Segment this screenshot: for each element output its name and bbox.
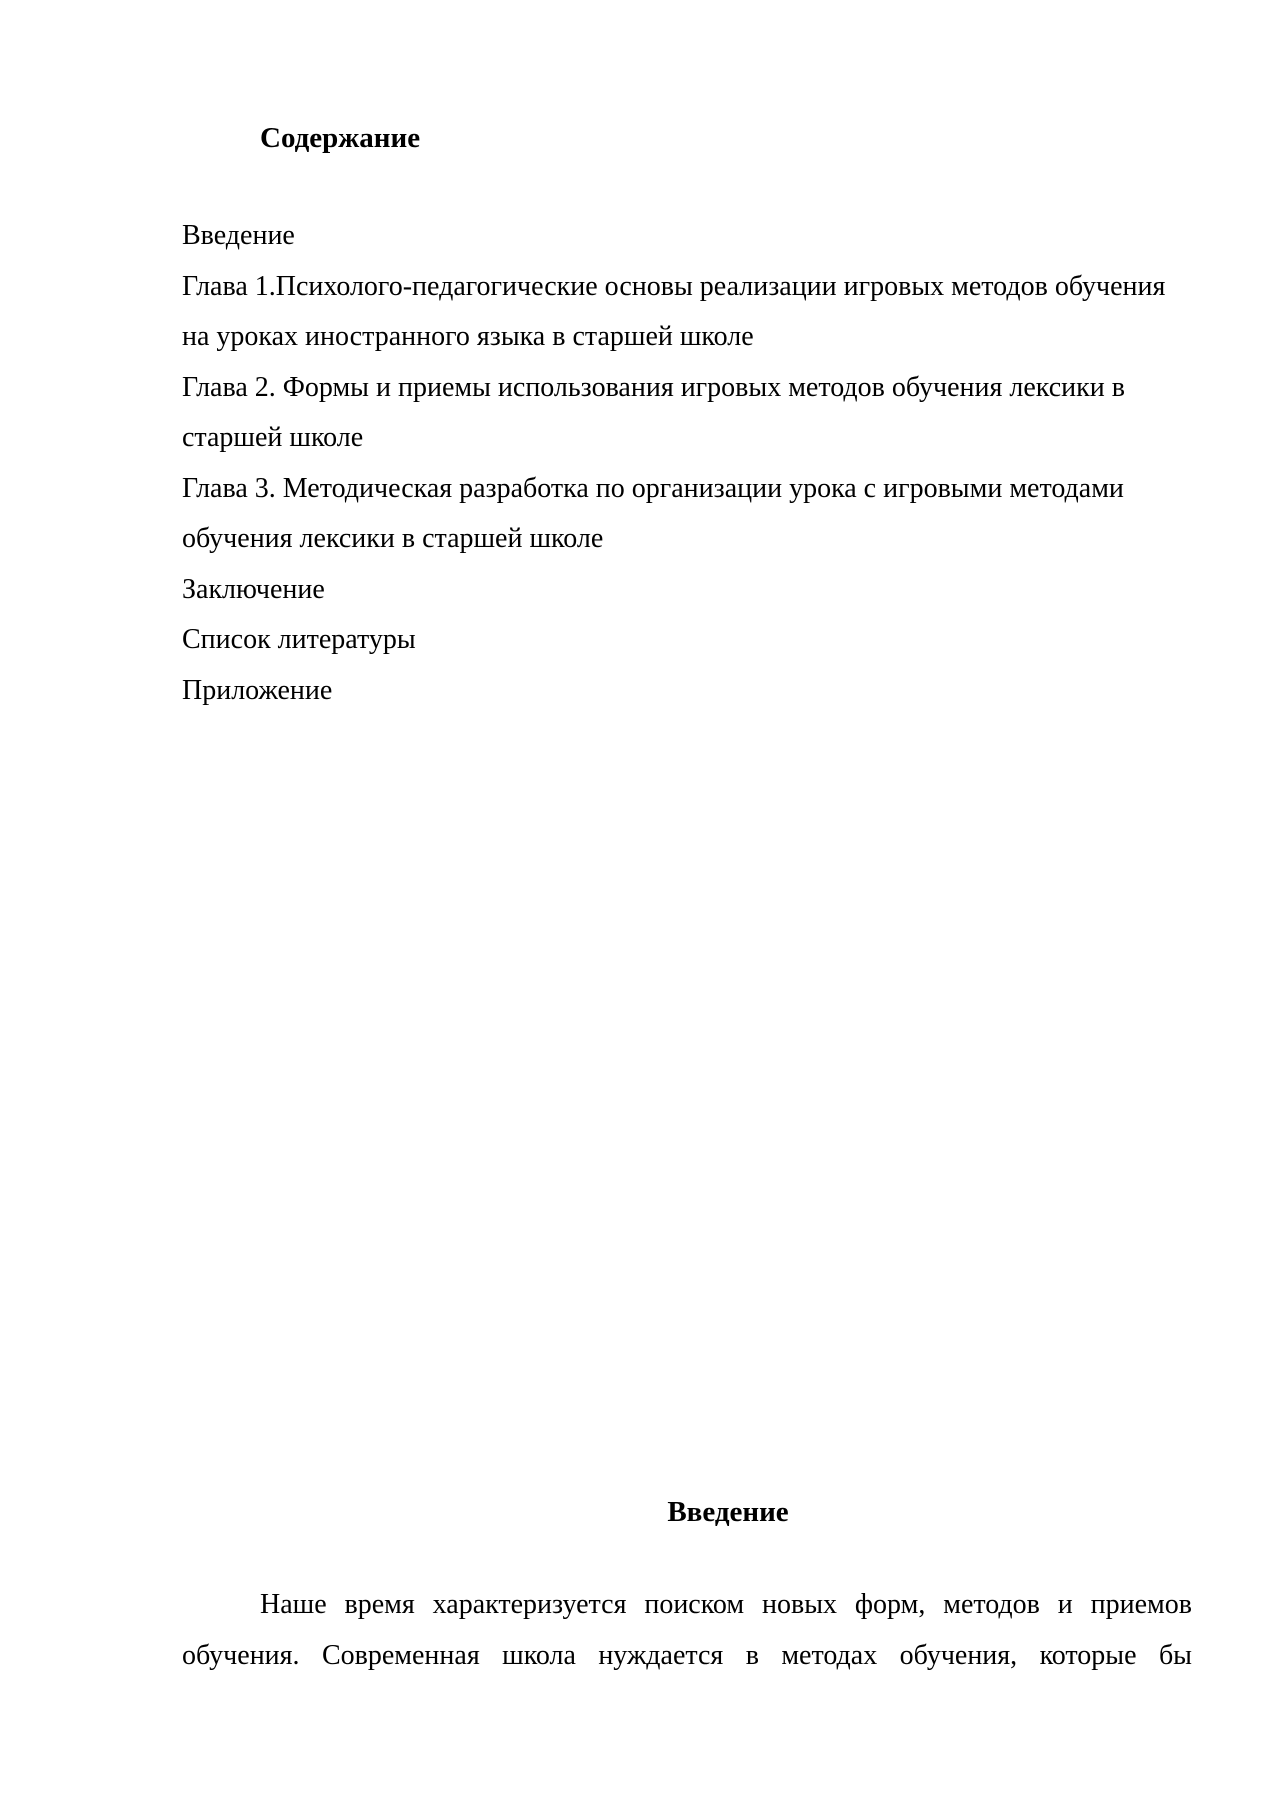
toc-title: Содержание: [260, 122, 421, 154]
toc-item-references: Список литературы: [182, 624, 416, 655]
toc-item-chapter-2: Глава 2. Формы и приемы использования игровых методов обучения лексики в старшей школе: [182, 371, 1125, 453]
toc-item-chapter-3: Глава 3. Методическая разработка по организации урока с игровыми методами обучения лексики в старшей школе: [182, 472, 1124, 554]
table-of-contents: [182, 211, 1192, 716]
toc-item-appendix: Приложение: [182, 674, 333, 706]
introduction-heading: Введение: [667, 1496, 789, 1528]
toc-item-chapter-1: Глава 1.Психолого-педагогические основы реализации игровых методов обучения на уроках иностранного языка в старшей школе: [182, 270, 1166, 352]
introduction-paragraph: Наше время характеризуется поиском новых форм, методов и приемов обучения. Современная школа нуждается в методах обучения, которые бы: [182, 1589, 1192, 1671]
toc-item-conclusion: Заключение: [182, 573, 325, 605]
toc-item-introduction: Введение: [182, 220, 295, 251]
